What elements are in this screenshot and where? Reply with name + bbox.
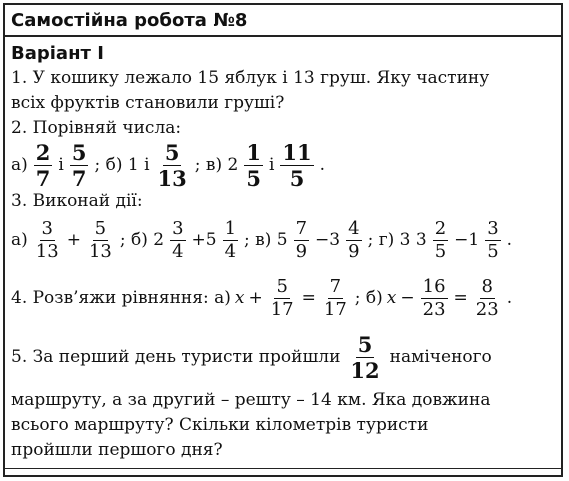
task5-after-frac: наміченого bbox=[389, 346, 492, 367]
fraction bbox=[156, 139, 189, 191]
task3-d-label: ; г) 3 3 bbox=[367, 229, 427, 250]
numerator: 4 bbox=[348, 217, 360, 239]
numerator: 5 bbox=[94, 217, 107, 239]
denominator: 7 bbox=[35, 165, 51, 191]
fraction bbox=[170, 217, 185, 262]
task3-b-op: +5 bbox=[191, 229, 217, 250]
fraction bbox=[87, 217, 114, 262]
numerator: 2 bbox=[434, 217, 447, 239]
task3-c-label: ; в) 5 bbox=[244, 229, 288, 250]
task2-a-conj: і bbox=[58, 154, 64, 175]
task4-b-eq: = bbox=[453, 287, 468, 308]
task2-c-label: ; в) 2 bbox=[194, 154, 239, 175]
task5-line4: пройшли першого дня? bbox=[11, 440, 223, 460]
task5-line2: маршруту, а за другий – решту – 14 км. Яка довжина bbox=[11, 390, 491, 410]
worksheet-title: Самостійна робота №8 bbox=[5, 5, 561, 37]
task5-line1 bbox=[11, 328, 555, 386]
task3-a-label: а) bbox=[11, 229, 28, 250]
task3-b-label: ; б) 2 bbox=[119, 229, 165, 250]
denominator: 12 bbox=[350, 357, 380, 383]
numerator: 3 bbox=[172, 217, 184, 239]
denominator: 9 bbox=[295, 240, 308, 262]
worksheet bbox=[3, 3, 563, 477]
fraction bbox=[34, 139, 53, 191]
task1-line1: 1. У кошику лежало 15 яблук і 13 груш. Яку частину bbox=[11, 68, 490, 88]
numerator: 5 bbox=[357, 331, 373, 357]
task3-a-op: + bbox=[66, 229, 81, 250]
numerator: 3 bbox=[41, 217, 53, 239]
denominator: 4 bbox=[172, 240, 184, 262]
fraction bbox=[348, 331, 381, 383]
task2-a-label: а) bbox=[11, 154, 28, 175]
task4-b-label: ; б) bbox=[354, 287, 383, 308]
task3-heading: 3. Виконай дії: bbox=[11, 191, 143, 211]
fraction bbox=[223, 217, 238, 262]
worksheet-content bbox=[5, 37, 561, 463]
fraction bbox=[474, 275, 501, 320]
numerator: 16 bbox=[422, 275, 446, 297]
task4-heading: 4. Розв’яжи рівняння: а) bbox=[11, 287, 231, 308]
fraction bbox=[346, 217, 361, 262]
denominator: 4 bbox=[224, 240, 237, 262]
task4-end: . bbox=[506, 287, 513, 308]
task2-heading: 2. Порівняй числа: bbox=[11, 118, 182, 138]
fraction bbox=[269, 275, 296, 320]
task5-line3: всього маршруту? Скільки кілометрів туристи bbox=[11, 415, 429, 435]
task2-c-conj: і bbox=[268, 154, 275, 175]
fraction bbox=[485, 217, 500, 262]
task4-a-op: + bbox=[248, 287, 263, 308]
task3-end: . bbox=[506, 229, 513, 250]
denominator: 5 bbox=[289, 165, 305, 191]
denominator: 17 bbox=[270, 298, 294, 320]
task2-b-label: ; б) 1 і bbox=[94, 154, 150, 175]
fraction bbox=[322, 275, 349, 320]
task4-a-eq: = bbox=[301, 287, 316, 308]
fraction bbox=[244, 139, 263, 191]
numerator: 1 bbox=[224, 217, 237, 239]
numerator: 7 bbox=[329, 275, 342, 297]
task4-expression bbox=[11, 270, 555, 326]
fraction bbox=[433, 217, 448, 262]
fraction bbox=[70, 139, 89, 191]
variant-heading: Варіант I bbox=[11, 43, 104, 64]
denominator: 13 bbox=[157, 165, 187, 191]
fraction bbox=[294, 217, 309, 262]
numerator: 5 bbox=[71, 139, 87, 165]
numerator: 3 bbox=[487, 217, 499, 239]
numerator: 2 bbox=[35, 139, 51, 165]
denominator: 23 bbox=[475, 298, 499, 320]
fraction bbox=[34, 217, 61, 262]
task5-start: 5. За перший день туристи пройшли bbox=[11, 346, 341, 367]
task4-b-var: x bbox=[386, 287, 397, 308]
numerator: 8 bbox=[481, 275, 493, 297]
denominator: 5 bbox=[487, 240, 499, 262]
fraction bbox=[421, 275, 448, 320]
task1-line2: всіх фруктів становили груші? bbox=[11, 93, 285, 113]
numerator: 1 bbox=[246, 139, 261, 165]
denominator: 17 bbox=[323, 298, 347, 320]
numerator: 5 bbox=[276, 275, 288, 297]
task2-end: . bbox=[319, 154, 326, 175]
fraction bbox=[280, 139, 313, 191]
denominator: 9 bbox=[348, 240, 360, 262]
bottom-divider bbox=[5, 468, 561, 469]
numerator: 7 bbox=[295, 217, 308, 239]
denominator: 5 bbox=[246, 165, 261, 191]
denominator: 5 bbox=[434, 240, 447, 262]
task3-expression bbox=[11, 214, 555, 266]
denominator: 13 bbox=[88, 240, 112, 262]
task2-expression bbox=[11, 141, 555, 189]
denominator: 7 bbox=[71, 165, 87, 191]
denominator: 13 bbox=[35, 240, 59, 262]
task4-b-op: − bbox=[400, 287, 415, 308]
numerator: 11 bbox=[282, 139, 312, 165]
task3-d-op: −1 bbox=[454, 229, 480, 250]
numerator: 5 bbox=[164, 139, 180, 165]
denominator: 23 bbox=[422, 298, 446, 320]
task4-a-var: x bbox=[234, 287, 245, 308]
task3-c-op: −3 bbox=[315, 229, 341, 250]
